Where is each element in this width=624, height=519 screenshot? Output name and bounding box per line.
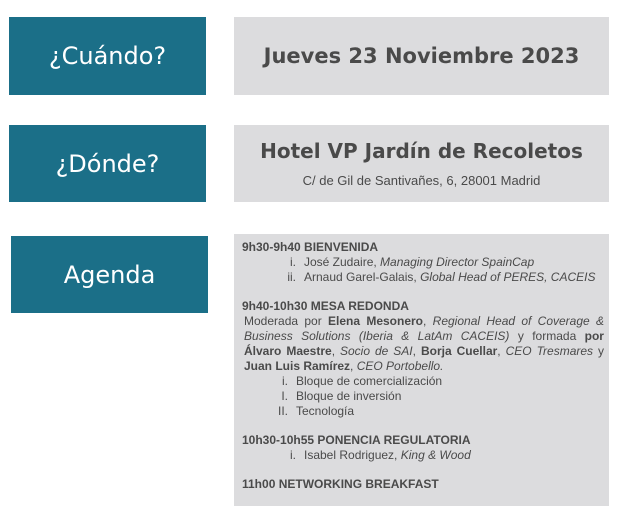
list-item: I. Bloque de inversión [281, 389, 402, 403]
venue-address: C/ de Gil de Santivañes, 6, 28001 Madrid [302, 173, 541, 188]
agenda-content [242, 240, 604, 492]
when-label-text: ¿Cuándo? [48, 42, 167, 70]
regulatory-speakers [242, 448, 604, 463]
section-title-welcome: 9h30-9h40 BIENVENIDA [242, 240, 379, 254]
list-item: ii. Arnaud Garel-Galais, Global Head of PERES, CACEIS [287, 270, 596, 284]
agenda-panel [234, 234, 609, 506]
venue-name: Hotel VP Jardín de Recoletos [260, 139, 583, 163]
section-title-regulatory: 10h30-10h55 PONENCIA REGULATORIA [242, 433, 471, 447]
welcome-speakers [242, 255, 604, 285]
list-item: i. Isabel Rodriguez, King & Wood [290, 448, 471, 462]
where-panel [234, 125, 609, 202]
where-label-text: ¿Dónde? [55, 149, 160, 178]
list-item: i. Bloque de comercialización [282, 374, 443, 388]
event-date: Jueves 23 Noviembre 2023 [263, 44, 580, 68]
when-label [9, 17, 206, 95]
roundtable-blocks [242, 374, 604, 419]
list-item: II. Tecnología [277, 404, 355, 418]
section-title-roundtable: 9h40-10h30 MESA REDONDA [242, 299, 409, 313]
section-title-networking: 11h00 NETWORKING BREAKFAST [242, 477, 439, 491]
agenda-label [11, 236, 208, 313]
where-label [9, 125, 206, 202]
list-item: i. José Zudaire, Managing Director SpainCap [290, 255, 535, 269]
agenda-label-text: Agenda [63, 260, 156, 289]
roundtable-description: Moderada por Elena Mesonero, Regional Head of Coverage & Business Solutions (Iberia & LatAm CACEIS) y formada por Álvaro Maestre, Socio de SAI, Borja Cuellar, CEO Tresmares y Juan Luis Ramírez, CEO Portobello. [244, 314, 605, 373]
when-panel [234, 17, 609, 95]
